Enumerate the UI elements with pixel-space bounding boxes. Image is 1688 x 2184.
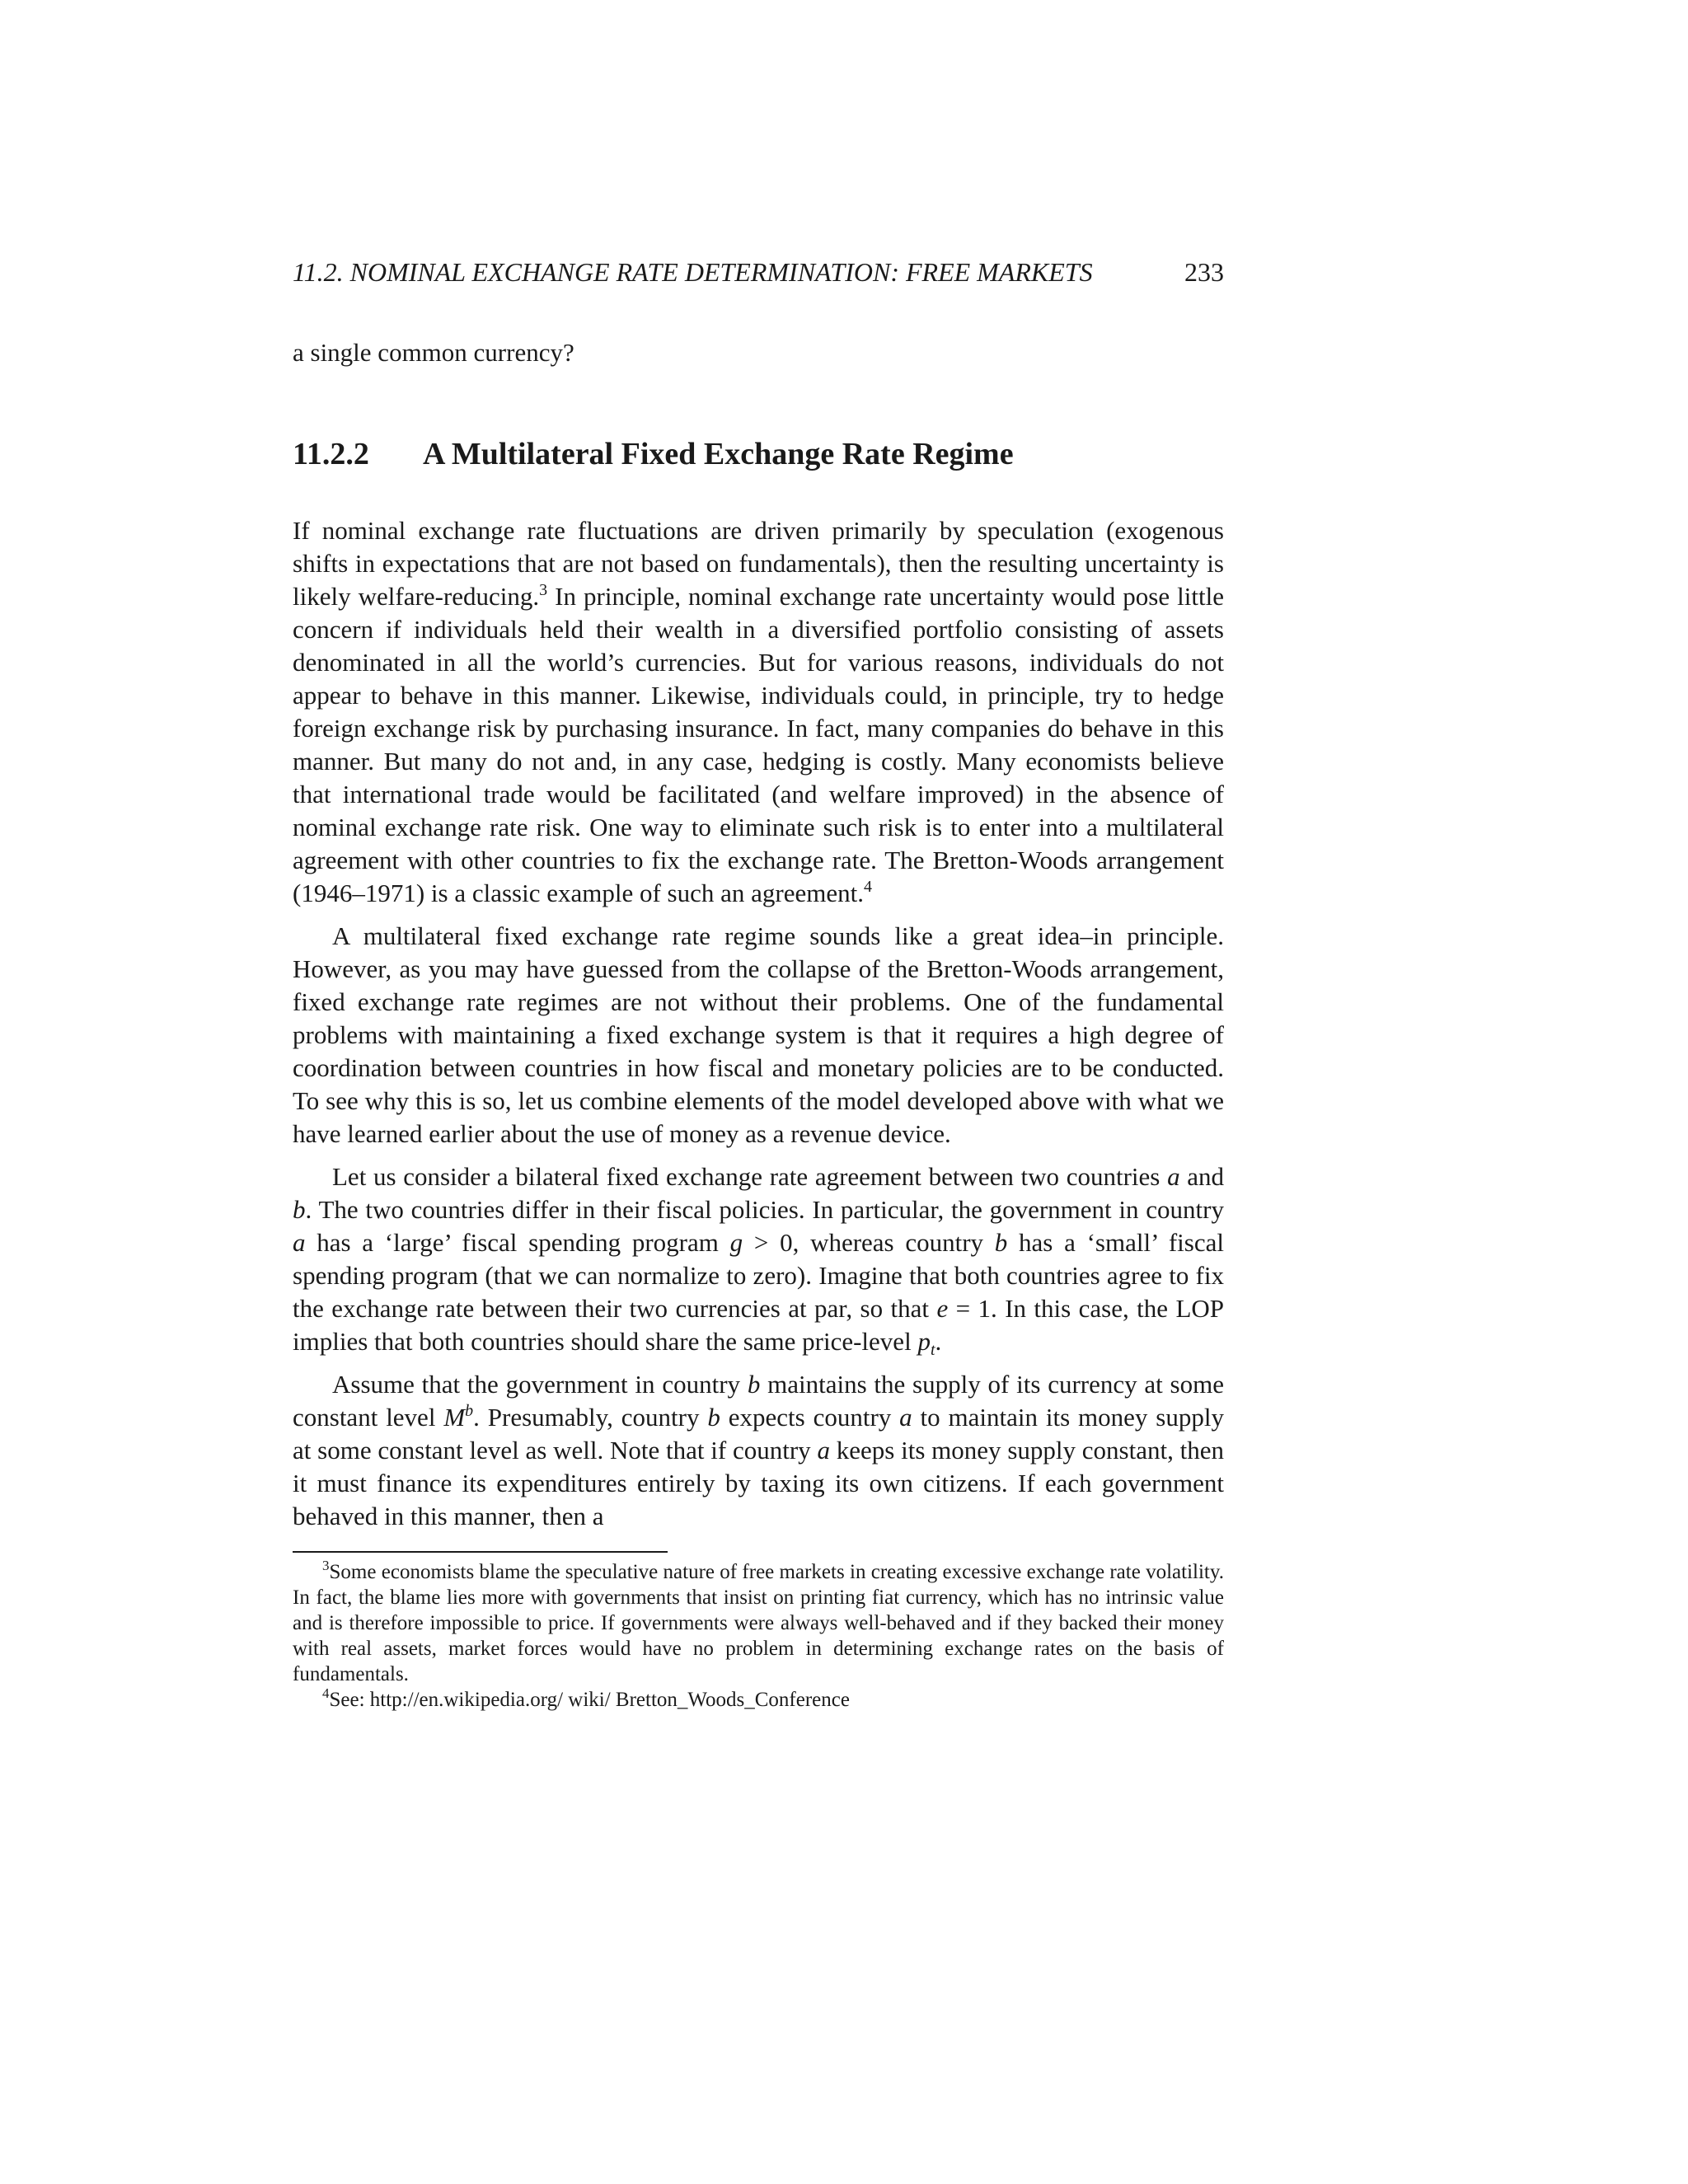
- paragraph-4-text: expects country: [720, 1403, 900, 1432]
- footnote-3: [293, 1559, 1224, 1687]
- footnote-ref-3[interactable]: 3: [539, 581, 548, 599]
- footnotes: [293, 1559, 1224, 1713]
- paragraph-4: [293, 1368, 1224, 1533]
- footnote-link[interactable]: See: http://en.wikipedia.org/ wiki/ Bretton_Woods_Conference: [329, 1689, 850, 1711]
- paragraph-3-text: . The two countries differ in their fiscal policies. In particular, the government in country: [305, 1195, 1224, 1224]
- paragraph-3-text: has a ‘large’ fiscal spending program: [305, 1228, 730, 1257]
- math-var-b: b: [747, 1370, 761, 1399]
- paragraph-2: A multilateral fixed exchange rate regime sounds like a great idea–in principle. However, as you may have guessed from the collapse of the Bretton-Woods arrangement, fixed exchange rate regimes are not without their problems. One of the fundamental problems with maintaining a fixed exchange system is that it requires a high degree of coordination between countries in how fiscal and monetary policies are to be conducted. To see why this is so, let us combine elements of the model developed above with what we have learned earlier about the use of money as a revenue device.: [293, 921, 1224, 1148]
- footnote-text: Some economists blame the speculative nature of free markets in creating excessive exchange rate volatility. In fact, the blame lies more with governments that insist on printing fiat currency, which has no intrinsic value and is therefore impossible to price. If governments were always well-behaved and if they backed their money with real assets, market forces would have no problem in determining exchange rates on the basis of fundamentals.: [293, 1561, 1224, 1685]
- math-var-b: b: [994, 1228, 1008, 1257]
- paragraph-1-text-a: If nominal exchange rate fluctuations are driven primarily by speculation (exogenous shifts in expectations that are not based on fundamentals), then the resulting uncertainty is likely welfare-reducing.: [293, 516, 1224, 611]
- paragraph-4-text: Assume that the government in country: [332, 1370, 748, 1399]
- paragraph-4-text: . Presumably, country: [473, 1403, 708, 1432]
- running-head-title: 11.2. NOMINAL EXCHANGE RATE DETERMINATION: FREE MARKETS: [293, 257, 1093, 287]
- page-number: 233: [1184, 257, 1224, 287]
- paragraph-3-text: Let us consider a bilateral fixed exchange rate agreement between two countries: [332, 1162, 1168, 1191]
- footnote-mark: 3: [322, 1558, 330, 1573]
- paragraph-3: [293, 1160, 1224, 1358]
- math-var-a: a: [293, 1228, 306, 1257]
- continued-text: a single common currency?: [293, 338, 574, 367]
- math-var-M: M: [443, 1403, 466, 1432]
- running-head: [293, 247, 1224, 297]
- math-var-b: b: [293, 1195, 306, 1224]
- paragraph-4-text: to maintain its money supply at some constant level as well. Note that if country: [293, 1403, 1224, 1465]
- paragraph-3-text: and: [1179, 1162, 1225, 1191]
- section-title: A Multilateral Fixed Exchange Rate Regime: [423, 437, 1014, 471]
- footnote-ref-4[interactable]: 4: [863, 878, 872, 896]
- book-page: [293, 247, 1224, 1713]
- math-var-e: e: [936, 1294, 949, 1323]
- math-superscript-b: b: [465, 1402, 474, 1420]
- paragraph-1-text-b: In principle, nominal exchange rate uncertainty would pose little concern if individuals held their wealth in a diversified portfolio consisting of assets denominated in all the world’s currencies. But for various reasons, individuals do not appear to behave in this manner. Likewise, individuals could, in principle, try to hedge foreign exchange risk by purchasing insurance. In fact, many companies do behave in this manner. But many do not and, in any case, hedging is costly. Many economists believe that international trade would be facilitated (and welfare improved) in the absence of nominal exchange rate risk. One way to eliminate such risk is to enter into a multilateral agreement with other countries to fix the exchange rate. The Bretton-Woods arrangement (1946–1971) is a classic example of such an agreement.: [293, 582, 1224, 907]
- paragraph-3-text: = 1. In this case, the LOP implies that both countries should share the same price-level: [293, 1294, 1225, 1356]
- paragraph-4-text: keeps its money supply constant, then it must finance its expenditures entirely by taxing its own citizens. If each government behaved in this manner, then a: [293, 1436, 1224, 1530]
- math-var-p: p: [917, 1327, 931, 1356]
- math-var-a: a: [1167, 1162, 1180, 1191]
- section-number: 11.2.2: [293, 437, 369, 471]
- paragraph-3-text: .: [935, 1327, 942, 1356]
- footnote-divider: [293, 1551, 668, 1553]
- math-subscript-t: t: [930, 1341, 935, 1359]
- paragraph-4-text: maintains the supply of its currency at some constant level: [293, 1370, 1224, 1432]
- footnote-mark: 4: [322, 1685, 330, 1701]
- math-var-a: a: [817, 1436, 830, 1465]
- math-var-a: a: [899, 1403, 912, 1432]
- math-var-g: g: [729, 1228, 743, 1257]
- math-var-b: b: [707, 1403, 720, 1432]
- footnote-4: [293, 1687, 1224, 1713]
- paragraph-3-text: has a ‘small’ fiscal spending program (that we can normalize to zero). Imagine that both countries agree to fix the exchange rate between their two currencies at par, so that: [293, 1228, 1224, 1323]
- section-heading: [293, 434, 1224, 475]
- paragraph-1: [293, 514, 1224, 910]
- paragraph-3-text: > 0, whereas country: [743, 1228, 995, 1257]
